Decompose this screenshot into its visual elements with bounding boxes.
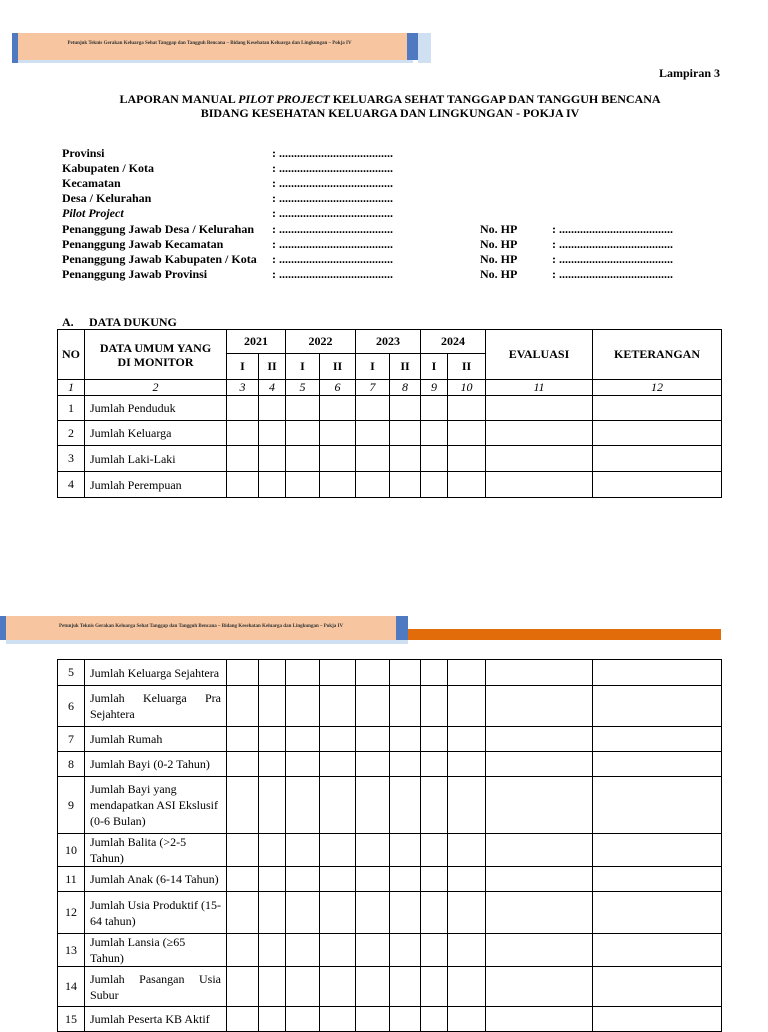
data-cell[interactable] xyxy=(486,892,593,934)
data-cell[interactable] xyxy=(356,1007,390,1032)
data-cell[interactable] xyxy=(356,892,390,934)
data-cell[interactable] xyxy=(286,1007,320,1032)
data-cell[interactable] xyxy=(286,752,320,777)
data-cell[interactable] xyxy=(286,472,320,498)
field-value[interactable]: : ...................................... xyxy=(272,252,393,266)
data-cell[interactable] xyxy=(259,867,286,892)
semester-header: II xyxy=(320,354,356,380)
semester-header: I xyxy=(421,354,448,380)
title-italic: PILOT PROJECT xyxy=(238,92,330,106)
semester-header: I xyxy=(286,354,320,380)
header-banner-page-2 xyxy=(0,616,768,646)
row-number: 6 xyxy=(58,686,85,727)
data-cell[interactable] xyxy=(320,967,356,1007)
data-cell[interactable] xyxy=(227,777,259,834)
data-cell[interactable] xyxy=(320,892,356,934)
data-cell[interactable] xyxy=(227,396,259,421)
data-cell[interactable] xyxy=(227,421,259,446)
data-table xyxy=(57,329,722,498)
data-cell[interactable] xyxy=(390,934,421,967)
table-row xyxy=(58,892,722,934)
data-cell[interactable] xyxy=(421,396,448,421)
data-cell[interactable] xyxy=(356,834,390,867)
data-cell[interactable] xyxy=(486,967,593,1007)
section-number: A. xyxy=(62,315,74,329)
col-evaluasi-header: EVALUASI xyxy=(486,330,593,380)
field-label: Penanggung Jawab Desa / Kelurahan xyxy=(62,222,255,236)
data-cell[interactable] xyxy=(356,660,390,686)
data-cell[interactable] xyxy=(259,727,286,752)
data-cell[interactable] xyxy=(259,967,286,1007)
data-cell[interactable] xyxy=(390,446,421,472)
data-cell[interactable] xyxy=(320,834,356,867)
data-cell[interactable] xyxy=(593,396,722,421)
data-cell[interactable] xyxy=(286,892,320,934)
row-number: 7 xyxy=(58,727,85,752)
data-cell[interactable] xyxy=(390,727,421,752)
row-label: Jumlah Lansia (≥65 Tahun) xyxy=(85,934,227,967)
data-cell[interactable] xyxy=(421,752,448,777)
report-subtitle: BIDANG KESEHATAN KELUARGA DAN LINGKUNGAN - POKJA IV xyxy=(200,106,580,120)
column-index: 7 xyxy=(356,380,390,396)
column-index: 10 xyxy=(448,380,486,396)
data-cell[interactable] xyxy=(593,892,722,934)
data-cell[interactable] xyxy=(356,396,390,421)
data-cell[interactable] xyxy=(448,727,486,752)
data-cell[interactable] xyxy=(421,421,448,446)
column-index: 8 xyxy=(390,380,421,396)
field-value[interactable]: : ...................................... xyxy=(272,222,393,236)
data-cell[interactable] xyxy=(356,967,390,1007)
column-index: 9 xyxy=(421,380,448,396)
year-header-2021: 2021 xyxy=(227,330,286,354)
data-cell[interactable] xyxy=(421,446,448,472)
data-cell[interactable] xyxy=(356,752,390,777)
table-row xyxy=(58,934,722,967)
table-row xyxy=(58,686,722,727)
hp-label: No. HP xyxy=(480,222,518,236)
column-index-row xyxy=(58,380,722,396)
data-cell[interactable] xyxy=(286,421,320,446)
column-index: 1 xyxy=(58,380,85,396)
row-label: Jumlah Bayi (0-2 Tahun) xyxy=(85,752,227,777)
data-cell[interactable] xyxy=(486,1007,593,1032)
data-cell[interactable] xyxy=(448,446,486,472)
data-cell[interactable] xyxy=(486,727,593,752)
table-row xyxy=(58,660,722,686)
section-heading xyxy=(62,315,177,330)
data-cell[interactable] xyxy=(421,727,448,752)
data-cell[interactable] xyxy=(390,834,421,867)
banner-text: Petunjuk Teknis Gerakan Keluarga Sehat Tanggap dan Tangguh Bencana – Bidang Kesehatan Keluarga dan Lingkungan – Pokja IV xyxy=(67,41,352,46)
column-index: 6 xyxy=(320,380,356,396)
data-cell[interactable] xyxy=(486,446,593,472)
data-cell[interactable] xyxy=(390,1007,421,1032)
data-cell[interactable] xyxy=(286,660,320,686)
data-cell[interactable] xyxy=(486,834,593,867)
data-cell[interactable] xyxy=(286,396,320,421)
data-cell[interactable] xyxy=(320,472,356,498)
data-cell[interactable] xyxy=(286,446,320,472)
data-cell[interactable] xyxy=(356,867,390,892)
row-label: Jumlah Penduduk xyxy=(85,396,227,421)
col-data-header xyxy=(85,330,227,380)
data-cell[interactable] xyxy=(259,660,286,686)
data-cell[interactable] xyxy=(356,686,390,727)
table-row xyxy=(58,472,722,498)
data-cell[interactable] xyxy=(259,892,286,934)
row-number: 12 xyxy=(58,892,85,934)
row-label: Jumlah Pasangan Usia Subur xyxy=(85,967,227,1007)
data-cell[interactable] xyxy=(593,834,722,867)
row-label: Jumlah Usia Produktif (15-64 tahun) xyxy=(85,892,227,934)
data-cell[interactable] xyxy=(448,867,486,892)
row-number: 3 xyxy=(58,446,85,472)
data-cell[interactable] xyxy=(227,472,259,498)
banner-orange-bar xyxy=(408,629,721,640)
row-number: 14 xyxy=(58,967,85,1007)
data-cell[interactable] xyxy=(421,967,448,1007)
data-cell[interactable] xyxy=(421,1007,448,1032)
data-cell[interactable] xyxy=(356,421,390,446)
row-number: 2 xyxy=(58,421,85,446)
data-cell[interactable] xyxy=(448,1007,486,1032)
field-value[interactable]: : ...................................... xyxy=(272,176,393,190)
semester-header: I xyxy=(227,354,259,380)
data-cell[interactable] xyxy=(320,752,356,777)
data-cell[interactable] xyxy=(320,934,356,967)
column-index: 2 xyxy=(85,380,227,396)
data-cell[interactable] xyxy=(356,727,390,752)
data-cell[interactable] xyxy=(227,892,259,934)
data-cell[interactable] xyxy=(448,777,486,834)
semester-header: I xyxy=(356,354,390,380)
data-cell[interactable] xyxy=(320,421,356,446)
data-cell[interactable] xyxy=(593,752,722,777)
table-row xyxy=(58,446,722,472)
field-label: Provinsi xyxy=(62,146,105,160)
data-cell[interactable] xyxy=(390,867,421,892)
data-cell[interactable] xyxy=(320,867,356,892)
field-label: Penanggung Jawab Provinsi xyxy=(62,267,208,281)
data-cell[interactable] xyxy=(390,660,421,686)
table-row xyxy=(58,421,722,446)
table-row xyxy=(58,1007,722,1032)
report-title xyxy=(0,92,768,107)
data-cell[interactable] xyxy=(259,834,286,867)
semester-header: II xyxy=(259,354,286,380)
field-value[interactable]: : ...................................... xyxy=(272,206,393,220)
data-cell[interactable] xyxy=(390,421,421,446)
data-cell[interactable] xyxy=(259,752,286,777)
row-label: Jumlah Rumah xyxy=(85,727,227,752)
data-cell[interactable] xyxy=(421,892,448,934)
row-label: Jumlah Laki-Laki xyxy=(85,446,227,472)
row-number: 5 xyxy=(58,660,85,686)
field-label: Desa / Kelurahan xyxy=(62,191,152,205)
data-cell[interactable] xyxy=(593,777,722,834)
data-cell[interactable] xyxy=(286,934,320,967)
data-cell[interactable] xyxy=(390,472,421,498)
data-cell[interactable] xyxy=(448,660,486,686)
data-cell[interactable] xyxy=(486,660,593,686)
field-value[interactable]: : ...................................... xyxy=(272,237,393,251)
year-header-2024: 2024 xyxy=(421,330,486,354)
data-cell[interactable] xyxy=(286,867,320,892)
data-cell[interactable] xyxy=(448,396,486,421)
data-cell[interactable] xyxy=(448,834,486,867)
data-cell[interactable] xyxy=(593,1007,722,1032)
data-cell[interactable] xyxy=(227,686,259,727)
hp-label: No. HP xyxy=(480,252,518,266)
data-cell[interactable] xyxy=(448,934,486,967)
table-row xyxy=(58,867,722,892)
data-cell[interactable] xyxy=(390,967,421,1007)
data-cell[interactable] xyxy=(259,934,286,967)
data-cell[interactable] xyxy=(593,421,722,446)
data-cell[interactable] xyxy=(486,396,593,421)
data-cell[interactable] xyxy=(320,396,356,421)
banner-underline xyxy=(18,60,413,63)
title-part-2: KELUARGA SEHAT TANGGAP DAN TANGGUH BENCANA xyxy=(329,92,661,106)
data-cell[interactable] xyxy=(259,777,286,834)
data-cell[interactable] xyxy=(593,934,722,967)
col-no-header: NO xyxy=(58,330,85,380)
banner-body xyxy=(18,33,413,60)
table-row xyxy=(58,834,722,867)
field-value[interactable]: : ...................................... xyxy=(272,146,393,160)
row-label: Jumlah Peserta KB Aktif xyxy=(85,1007,227,1032)
column-index: 12 xyxy=(593,380,722,396)
hp-label: No. HP xyxy=(480,237,518,251)
banner-accent-right xyxy=(396,616,408,640)
data-cell[interactable] xyxy=(259,446,286,472)
data-cell[interactable] xyxy=(448,967,486,1007)
semester-header: II xyxy=(390,354,421,380)
hp-value[interactable]: : ...................................... xyxy=(552,267,673,281)
col-keterangan-header: KETERANGAN xyxy=(593,330,722,380)
data-cell[interactable] xyxy=(286,834,320,867)
field-label: Kabupaten / Kota xyxy=(62,161,155,175)
data-cell[interactable] xyxy=(227,446,259,472)
column-index: 3 xyxy=(227,380,259,396)
row-number: 8 xyxy=(58,752,85,777)
year-header-2023: 2023 xyxy=(356,330,421,354)
row-number: 10 xyxy=(58,834,85,867)
data-cell[interactable] xyxy=(286,727,320,752)
data-cell[interactable] xyxy=(390,686,421,727)
table-row xyxy=(58,396,722,421)
row-label: Jumlah Balita (>2-5 Tahun) xyxy=(85,834,227,867)
data-cell[interactable] xyxy=(320,446,356,472)
field-value[interactable]: : ...................................... xyxy=(272,191,393,205)
data-cell[interactable] xyxy=(320,1007,356,1032)
row-number: 15 xyxy=(58,1007,85,1032)
data-cell[interactable] xyxy=(486,934,593,967)
row-number: 4 xyxy=(58,472,85,498)
row-label: Jumlah Keluarga Sejahtera xyxy=(85,660,227,686)
data-cell[interactable] xyxy=(421,686,448,727)
data-cell[interactable] xyxy=(227,834,259,867)
data-cell[interactable] xyxy=(286,686,320,727)
data-cell[interactable] xyxy=(227,660,259,686)
header-banner xyxy=(12,33,431,63)
data-cell[interactable] xyxy=(227,867,259,892)
data-cell[interactable] xyxy=(486,472,593,498)
row-label: Jumlah Anak (6-14 Tahun) xyxy=(85,867,227,892)
row-label: Jumlah Perempuan xyxy=(85,472,227,498)
banner-underline xyxy=(6,640,408,644)
data-cell[interactable] xyxy=(390,892,421,934)
data-cell[interactable] xyxy=(421,934,448,967)
data-cell[interactable] xyxy=(448,686,486,727)
hp-value[interactable]: : ...................................... xyxy=(552,222,673,236)
table-row xyxy=(58,727,722,752)
data-cell[interactable] xyxy=(448,472,486,498)
table-row xyxy=(58,967,722,1007)
data-cell[interactable] xyxy=(390,752,421,777)
data-cell[interactable] xyxy=(227,727,259,752)
data-cell[interactable] xyxy=(227,967,259,1007)
data-cell[interactable] xyxy=(356,777,390,834)
data-cell[interactable] xyxy=(421,834,448,867)
data-cell[interactable] xyxy=(320,660,356,686)
data-cell[interactable] xyxy=(486,867,593,892)
data-cell[interactable] xyxy=(486,686,593,727)
data-cell[interactable] xyxy=(421,867,448,892)
row-label: Jumlah Keluarga xyxy=(85,421,227,446)
data-cell[interactable] xyxy=(320,777,356,834)
data-cell[interactable] xyxy=(486,752,593,777)
semester-header: II xyxy=(448,354,486,380)
data-cell[interactable] xyxy=(448,421,486,446)
data-cell[interactable] xyxy=(421,660,448,686)
field-label: Pilot Project xyxy=(62,206,124,220)
data-cell[interactable] xyxy=(259,1007,286,1032)
data-cell[interactable] xyxy=(259,396,286,421)
data-cell[interactable] xyxy=(259,472,286,498)
year-header-2022: 2022 xyxy=(286,330,356,354)
data-cell[interactable] xyxy=(390,396,421,421)
field-label: Penanggung Jawab Kecamatan xyxy=(62,237,224,251)
attachment-label: Lampiran 3 xyxy=(658,66,720,80)
field-value[interactable]: : ...................................... xyxy=(272,161,393,175)
column-index: 4 xyxy=(259,380,286,396)
table-body-page-2 xyxy=(58,660,722,1032)
data-cell[interactable] xyxy=(486,777,593,834)
row-label: Jumlah Keluarga Pra Sejahtera xyxy=(85,686,227,727)
column-index: 5 xyxy=(286,380,320,396)
banner-accent-right xyxy=(407,33,418,60)
field-value[interactable]: : ...................................... xyxy=(272,267,393,281)
row-label: Jumlah Bayi yang mendapatkan ASI Ekslusif (0-6 Bulan) xyxy=(85,777,227,834)
hp-value[interactable]: : ...................................... xyxy=(552,252,673,266)
data-cell[interactable] xyxy=(356,446,390,472)
data-cell[interactable] xyxy=(448,752,486,777)
data-cell[interactable] xyxy=(593,727,722,752)
row-number: 1 xyxy=(58,396,85,421)
data-cell[interactable] xyxy=(593,446,722,472)
col-data-header-text: DATA UMUM YANG DI MONITOR xyxy=(99,340,212,369)
hp-value[interactable]: : ...................................... xyxy=(552,237,673,251)
data-cell[interactable] xyxy=(390,777,421,834)
data-cell[interactable] xyxy=(227,934,259,967)
table-row xyxy=(58,777,722,834)
field-label: Penanggung Jawab Kabupaten / Kota xyxy=(62,252,257,266)
banner-accent-right-light xyxy=(418,33,431,63)
data-cell[interactable] xyxy=(227,752,259,777)
column-index: 11 xyxy=(486,380,593,396)
data-cell[interactable] xyxy=(421,472,448,498)
field-label: Kecamatan xyxy=(62,176,121,190)
data-cell[interactable] xyxy=(259,686,286,727)
data-cell[interactable] xyxy=(593,472,722,498)
data-cell[interactable] xyxy=(320,727,356,752)
data-cell[interactable] xyxy=(593,660,722,686)
data-cell[interactable] xyxy=(356,472,390,498)
data-cell[interactable] xyxy=(259,421,286,446)
banner-text: Petunjuk Teknis Gerakan Keluarga Sehat Tanggap dan Tangguh Bencana – Bidang Kesehatan Keluarga dan Lingkungan – Pokja IV xyxy=(58,624,344,629)
data-cell[interactable] xyxy=(593,967,722,1007)
data-cell[interactable] xyxy=(320,686,356,727)
hp-label: No. HP xyxy=(480,267,518,281)
title-part-1: LAPORAN MANUAL xyxy=(119,92,239,106)
data-cell[interactable] xyxy=(227,1007,259,1032)
row-number: 13 xyxy=(58,934,85,967)
data-cell[interactable] xyxy=(486,421,593,446)
data-cell[interactable] xyxy=(286,777,320,834)
data-cell[interactable] xyxy=(421,777,448,834)
data-cell[interactable] xyxy=(593,686,722,727)
data-table-continued xyxy=(57,659,722,1032)
row-number: 9 xyxy=(58,777,85,834)
data-cell[interactable] xyxy=(593,867,722,892)
section-label: DATA DUKUNG xyxy=(89,315,177,329)
table-row xyxy=(58,752,722,777)
table-body-page-1 xyxy=(58,396,722,498)
data-cell[interactable] xyxy=(356,934,390,967)
data-cell[interactable] xyxy=(286,967,320,1007)
row-number: 11 xyxy=(58,867,85,892)
data-cell[interactable] xyxy=(448,892,486,934)
